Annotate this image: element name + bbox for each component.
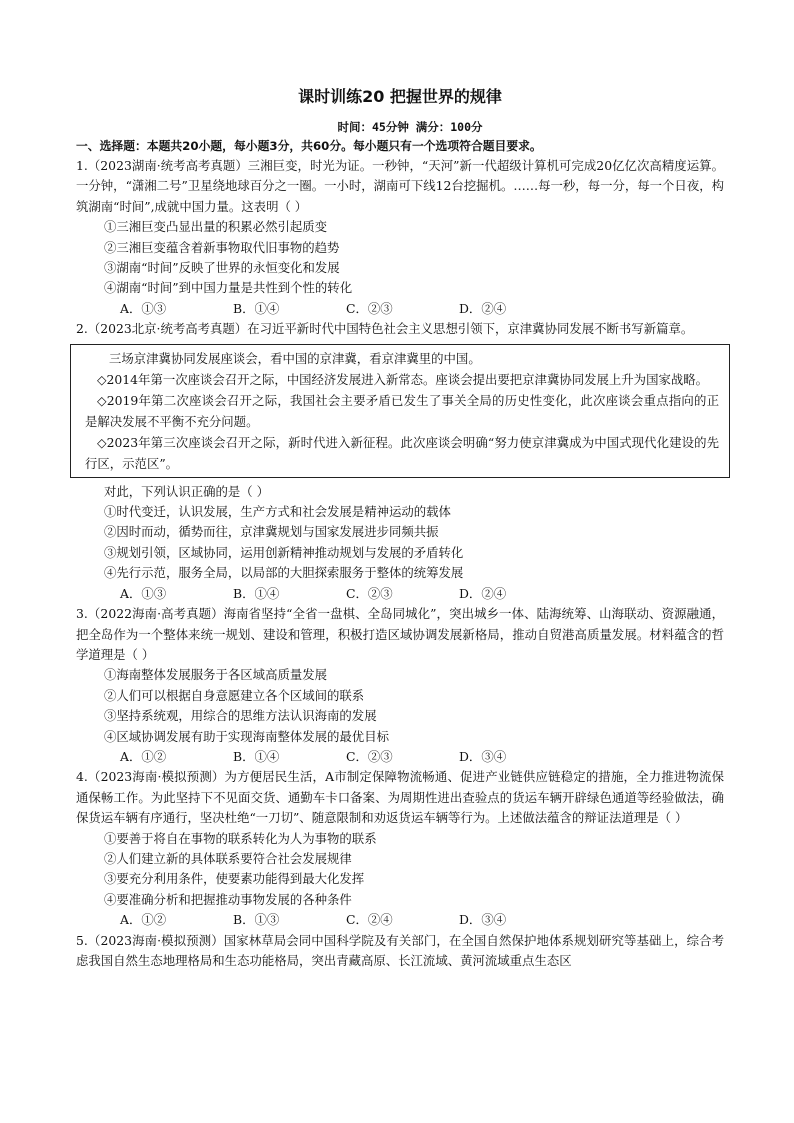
choice-b[interactable]: B．①③	[233, 912, 280, 928]
statement-option: ②因时而动，循势而往，京津冀规划与国家发展进步同频共振	[104, 524, 439, 540]
choice-a[interactable]: A．①③	[120, 300, 167, 316]
statement-option: ④湖南“时间”到中国力量是共性到个性的转化	[104, 280, 353, 296]
question-1	[76, 156, 724, 319]
choice-b[interactable]: B．①④	[233, 585, 280, 601]
question-stem: 1.（2023湖南·统考高考真题）三湘巨变，时光为证。一秒钟，“天河”新一代超级计算机可完成20亿亿次高精度运算。一分钟，“潇湘二号”卫星绕地球百分之一圈。一小时，湖南可下线12台挖掘机。……每一秒，每一分，每一个日夜，构筑湖南“时间”,成就中国力量。这表明（ ）	[76, 158, 724, 214]
question-stem: 5.（2023海南·模拟预测）国家林草局会同中国科学院及有关部门，在全国自然保护地体系规划研究等基础上，综合考虑我国自然生态地理格局和生态功能格局，突出青藏高原、长江流域、黄河流域重点生态区	[76, 932, 724, 968]
question-5	[76, 931, 724, 972]
choice-c[interactable]: C．②④	[346, 912, 393, 928]
statement-option: ①要善于将自在事物的联系转化为人为事物的联系	[104, 830, 377, 846]
choice-b[interactable]: B．①④	[233, 300, 280, 316]
statement-option: ②人们可以根据自身意愿建立各个区域间的联系	[104, 687, 365, 703]
material-item: ◇2014年第一次座谈会召开之际，中国经济发展进入新常态。座谈会提出要把京津冀协同发展上升为国家战略。	[97, 371, 709, 387]
material-intro: 三场京津冀协同发展座谈会，看中国的京津冀，看京津冀里的中国。	[109, 350, 481, 366]
choice-b[interactable]: B．①④	[233, 748, 280, 764]
material-box	[70, 344, 730, 478]
page-title: 课时训练20 把握世界的规律	[298, 87, 502, 106]
statement-option: ③规划引领，区域协同，运用创新精神推动规划与发展的矛盾转化	[104, 544, 464, 560]
question-3	[76, 604, 724, 767]
material-item: ◇2019年第二次座谈会召开之际，我国社会主要矛盾已发生了事关全局的历史性变化，此次座谈会重点指向的正是解决发展不平衡不充分问题。	[85, 392, 719, 429]
statement-option: ③要充分利用条件，使要素功能得到最大化发挥	[104, 871, 365, 887]
choice-d[interactable]: D．③④	[459, 748, 507, 764]
choice-a[interactable]: A．①③	[120, 585, 167, 601]
material-item: ◇2023年第三次座谈会召开之际，新时代进入新征程。此次座谈会明确“努力使京津冀成为中国式现代化建设的先行区，示范区”。	[85, 434, 719, 471]
statement-option: ④区域协调发展有助于实现海南整体发展的最优目标	[104, 728, 389, 744]
choice-c[interactable]: C．②③	[346, 585, 393, 601]
choice-d[interactable]: D．②④	[459, 585, 507, 601]
question-lead: 对此，下列认识正确的是（ ）	[104, 483, 270, 499]
question-4	[76, 767, 724, 930]
choice-a[interactable]: A．①②	[120, 912, 167, 928]
question-stem: 4.（2023海南·模拟预测）为方便居民生活，A市制定保障物流畅通、促进产业链供应链稳定的措施，全力推进物流保通保畅工作。为此坚持下不见面交货、通勤车卡口备案、为周期性进出查验点的货运车辆开辟绿色通道等经验做法，确保货运车辆有序通行，坚决杜绝“一刀切”、随意限制和劝返货运车辆等行为。上述做法蕴含的辩证法道理是（ ）	[76, 769, 724, 826]
answer-choices	[76, 747, 724, 767]
time-score-line: 时间：45分钟 满分：100分	[337, 120, 483, 134]
statement-option: ①时代变迁，认识发展，生产方式和社会发展是精神运动的载体	[104, 504, 451, 520]
statement-option: ②三湘巨变蕴含着新事物取代旧事物的趋势	[104, 239, 340, 255]
question-2	[76, 319, 724, 604]
choice-a[interactable]: A．①②	[120, 748, 167, 764]
choice-d[interactable]: D．③④	[459, 912, 507, 928]
statement-option: ④要准确分析和把握推动事物发展的各种条件	[104, 891, 352, 907]
statement-option: ①三湘巨变凸显出量的积累必然引起质变	[104, 219, 328, 235]
statement-option: ②人们建立新的具体联系要符合社会发展规律	[104, 850, 352, 866]
question-stem: 3.（2022海南·高考真题）海南省坚持“全省一盘棋、全岛同城化”，突出城乡一体、陆海统筹、山海联动、资源融通，把全岛作为一个整体来统一规划、建设和管理，积极打造区域协调发展新格局，推动自贸港高质量发展。材料蕴含的哲学道理是（ ）	[76, 606, 724, 662]
statement-option: ③坚持系统观，用综合的思维方法认识海南的发展	[104, 708, 377, 724]
statement-option: ④先行示范，服务全局，以局部的大胆探索服务于整体的统筹发展	[104, 565, 464, 581]
statement-option: ①海南整体发展服务于各区域高质量发展	[104, 667, 328, 683]
choice-c[interactable]: C．②③	[346, 300, 393, 316]
answer-choices	[76, 584, 724, 604]
question-stem: 2.（2023北京·统考高考真题）在习近平新时代中国特色社会主义思想引领下，京津冀协同发展不断书写新篇章。	[76, 321, 694, 337]
section-heading: 一、选择题：本题共20小题，每小题3分，共60分。每小题只有一个选项符合题目要求。	[76, 139, 542, 153]
choice-d[interactable]: D．②④	[459, 300, 507, 316]
answer-choices	[76, 299, 724, 319]
answer-choices	[76, 910, 724, 930]
choice-c[interactable]: C．②③	[346, 748, 393, 764]
exam-page	[76, 84, 724, 971]
statement-option: ③湖南“时间”反映了世界的永恒变化和发展	[104, 260, 340, 276]
